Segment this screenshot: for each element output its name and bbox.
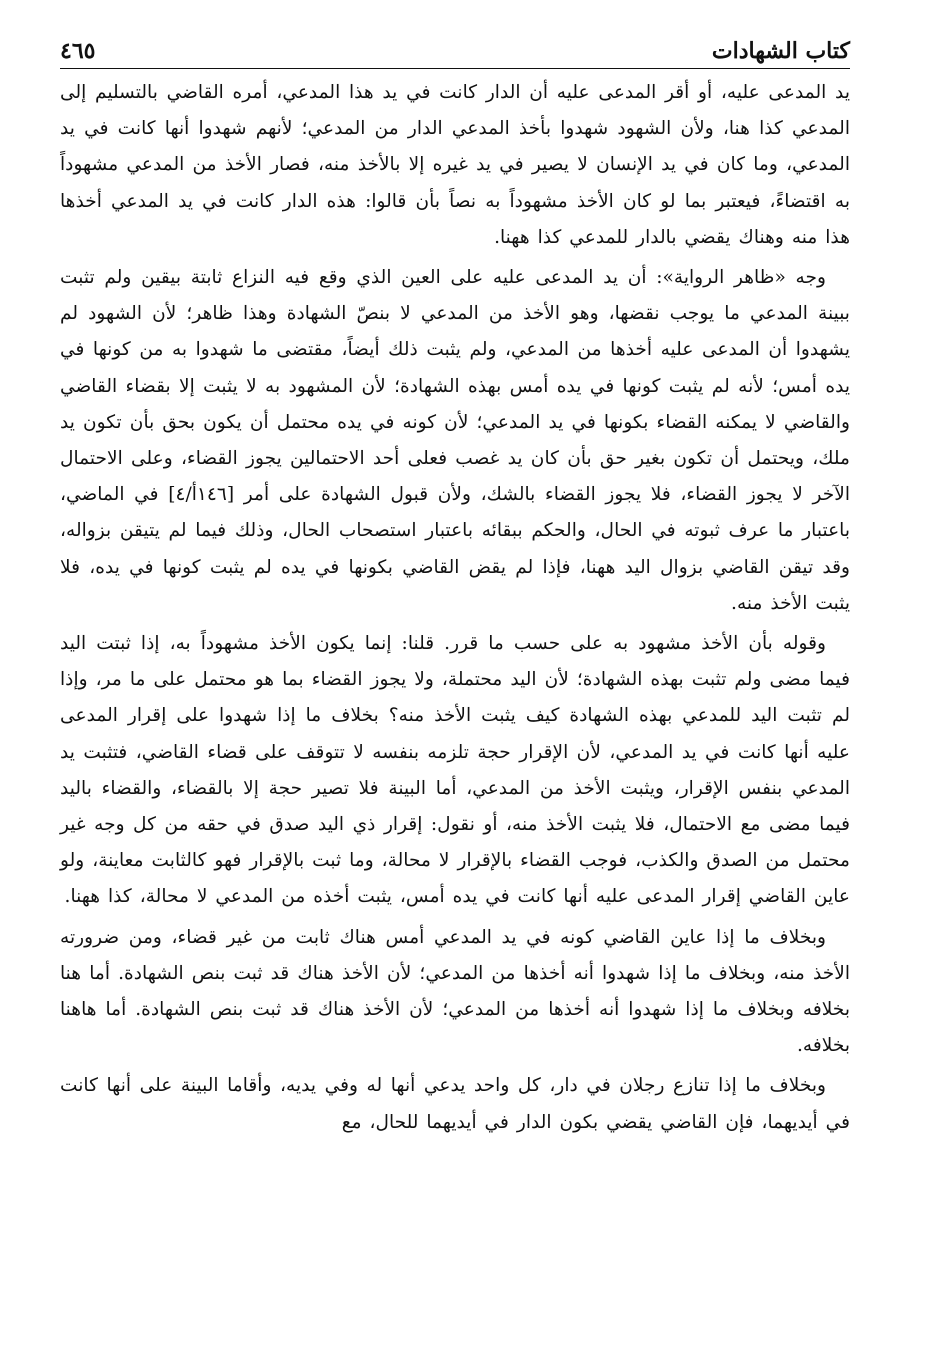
header-rule <box>60 68 850 69</box>
running-title: كتاب الشهادات <box>711 38 850 64</box>
paragraph-2: وجه «ظاهر الرواية»: أن يد المدعى عليه على العين الذي وقع فيه النزاع ثابتة بيقين ولم تثبت ببينة المدعي ما يوجب نقضها، وهو الأخذ من المدعي لا بنصّ الشهادة وهذا ظاهر؛ لأن الشهود لم يشهدوا أن المدعى عليه أخذها من المدعي، ولم يثبت ذلك أيضاً، مقتضى ما شهدوا به من كونها في يده أمس؛ لأنه لم يثبت كونها في يده أمس بهذه الشهادة؛ لأن المشهود به لا يثبت إلا بقضاء القاضي والقاضي لا يمكنه القضاء بكونها في يد المدعي؛ لأن كونه في يده محتمل أن يكون بحق بأن تكون يد ملك، ويحتمل أن تكون بغير حق بأن كان يد غصب فعلى أحد الاحتمالين يجوز القضاء، وعلى الاحتمال الآخر لا يجوز القضاء، فلا يجوز القضاء بالشك، ولأن قبول الشهادة على أمر [١٤٦أ/٤] في الماضي، باعتبار ما عرف ثبوته في الحال، والحكم ببقائه باعتبار استصحاب الحال، وذلك فيما لم يتيقن بزواله، وقد تيقن القاضي بزوال اليد ههنا، فإذا لم يقض القاضي بكونها في يده لم يثبت كونها في يده، فلا يثبت الأخذ منه. <box>60 267 850 614</box>
paragraph-3: وقوله بأن الأخذ مشهود به على حسب ما قرر. قلنا: إنما يكون الأخذ مشهوداً به، إذا ثبتت اليد فيما مضى ولم تثبت بهذه الشهادة؛ لأن اليد محتملة، ولا يجوز القضاء بما هو محتمل على ما مر، وإذا لم تثبت اليد للمدعي بهذه الشهادة كيف يثبت الأخذ منه؟ بخلاف ما إذا شهدوا على إقرار المدعى عليه أنها كانت في يد المدعي، لأن الإقرار حجة تلزمه بنفسه لا تتوقف على قضاء القاضي، فتثبت يد المدعي بنفس الإقرار، ويثبت الأخذ من المدعي، أما البينة فلا تصير حجة إلا بالقضاء، والقضاء باليد فيما مضى مع الاحتمال، فلا يثبت الأخذ منه، أو نقول: إقرار ذي اليد صدق في حقه من كل وجه غير محتمل من الصدق والكذب، فوجب القضاء بالإقرار لا محالة، وما ثبت بالإقرار فهو كالثابت معاينة، ولو عاين القاضي إقرار المدعى عليه أنها كانت في يده أمس، يثبت أخذه من المدعي لا محالة، كذا ههنا. <box>60 633 850 908</box>
paragraph-5: وبخلاف ما إذا تنازع رجلان في دار، كل واحد يدعي أنها له وفي يديه، وأقاما البينة على أنها كانت في أيديهما، فإن القاضي يقضي بكون الدار في أيديهما للحال، مع <box>60 1075 850 1133</box>
page-header <box>60 28 850 68</box>
paragraph-4: وبخلاف ما إذا عاين القاضي كونه في يد المدعي أمس هناك ثابت من غير قضاء، ومن ضرورته الأخذ منه، وبخلاف ما إذا شهدوا أنه أخذها من المدعي؛ لأن الأخذ هناك قد ثبت بنص الشهادة. أما هنا بخلافه وبخلاف ما إذا شهدوا أنه أخذها من المدعي؛ لأن الأخذ هناك قد ثبت بنص الشهادة. أما هاهنا بخلافه. <box>60 926 850 1057</box>
paragraph-1: يد المدعى عليه، أو أقر المدعى عليه أن الدار كانت في يد هذا المدعي، أمره القاضي بالتسليم إلى المدعي كذا هنا، ولأن الشهود شهدوا بأخذ المدعي الدار من المدعي؛ لأنهم شهدوا أنها كانت في يد المدعي، وما كان في يد الإنسان لا يصير في يد غيره إلا بالأخذ منه، فصار الأخذ من المدعي مشهوداً به اقتضاءً، فيعتبر بما لو كان الأخذ مشهوداً به نصاً بأن قالوا: هذه الدار كانت في يد المدعي أخذها هذا منه وهناك يقضي بالدار للمدعي كذا ههنا. <box>60 82 850 248</box>
book-page <box>60 28 850 1348</box>
body-text <box>60 75 850 1141</box>
page-number: ٤٦٥ <box>60 38 96 64</box>
